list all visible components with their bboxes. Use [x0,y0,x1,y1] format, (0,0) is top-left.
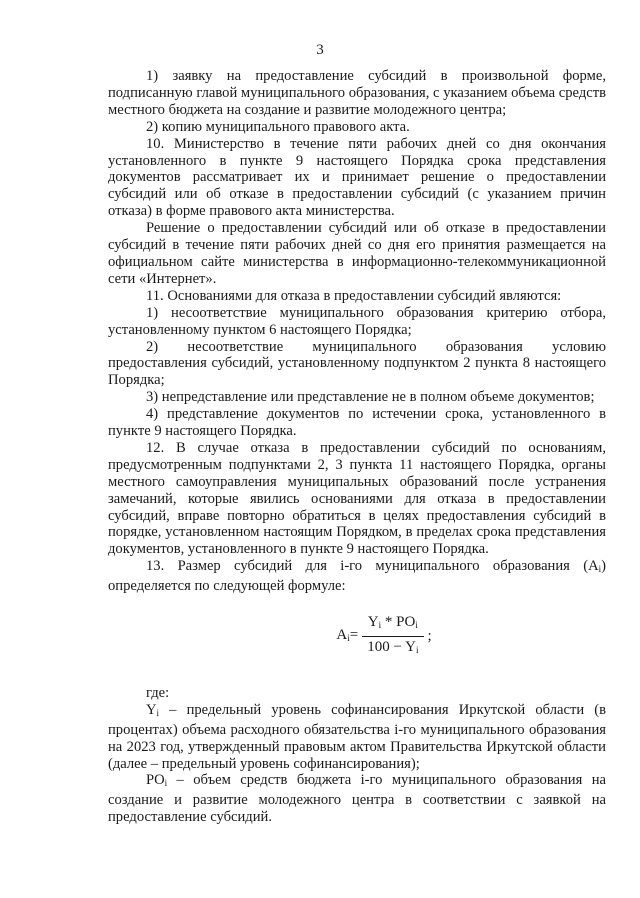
where-label: где: [146,684,170,701]
paragraph: 3) непредставление или представление не в полном объеме документов; [146,389,595,406]
paragraph: 10. Министерство в течение пяти рабочих дней со дня окончания установленного в пункте 9 настоящего Порядка срока представления документов рассматривает их и принимает решение о предоставлении субсидий или об отказе в предоставлении субсидий (с указанием причин отказа) в форме правового акта министерства. [108,135,606,220]
formula-lhs: $A_i=$ [336,626,359,643]
paragraph: Решение о предоставлении субсидий или об отказе в предоставлении субсидий в течение пяти рабочих дней со дня его принятия размещается на официальном сайте министерства в информационно-телекоммуникационной сети «Интернет». [108,220,606,287]
formula-denominator: $100 - Y_i$ [367,639,419,655]
page-number: 3 [316,42,324,58]
paragraph-13 [108,558,606,595]
paragraph: 11. Основаниями для отказа в предоставлении субсидий являются: [146,287,562,304]
paragraph: 2) несоответствие муниципального образования условию предоставления субсидий, установленному подпунктом 2 пункта 8 настоящего Порядка; [108,338,606,389]
paragraph: 2) копию муниципального правового акта. [146,118,410,135]
paragraph: 4) представление документов по истечении срока, установленного в пункте 9 настоящего Порядка. [108,406,606,440]
document-body [108,68,606,826]
formula-numerator: $Y_i * PO_i$ [362,614,424,637]
paragraph-13-start: 13. Размер субсидий для i-го муниципального образования (A [146,558,599,575]
definition-y: $Y_i$ – предельный уровень софинансирования Иркутской области (в процентах) объема расходного обязательства i-го муниципального образования на 2023 год, утвержденный правовым актом Правительства Иркутской области (далее – предельный уровень софинансирования); [108,701,606,772]
paragraph: 12. В случае отказа в предоставлении субсидий по основаниям, предусмотренным подпунктами 2, 3 пункта 11 настоящего Порядка, органы местного самоуправления муниципальных образований после устранения замечаний, которые явились основаниями для отказа в предоставлении субсидий, вправе повторно обратиться в целях предоставления субсидий в порядке, установленном настоящим Порядком, в пределах срока представления документов, установленного в пункте 9 настоящего Порядка. [108,439,606,558]
formula-fraction [361,614,424,659]
paragraph: 1) заявку на предоставление субсидий в произвольной форме, подписанную главой муниципального образования, с указанием объема средств местного бюджета на создание и развитие молодежного центра; [108,68,606,118]
subscript: i [598,564,602,575]
paragraph: 1) несоответствие муниципального образования критерию отбора, установленному пунктом 6 настоящего Порядка; [108,304,606,338]
definition-po: $PO_i$ – объем средств бюджета i-го муниципального образования на создание и развитие молодежного центра в соответствии с заявкой на предоставление субсидий. [108,772,606,826]
paragraph-13-end: ) определяется по следующей формуле: [108,558,606,595]
formula-tail: ; [427,628,432,645]
subsidy-formula [108,614,606,659]
